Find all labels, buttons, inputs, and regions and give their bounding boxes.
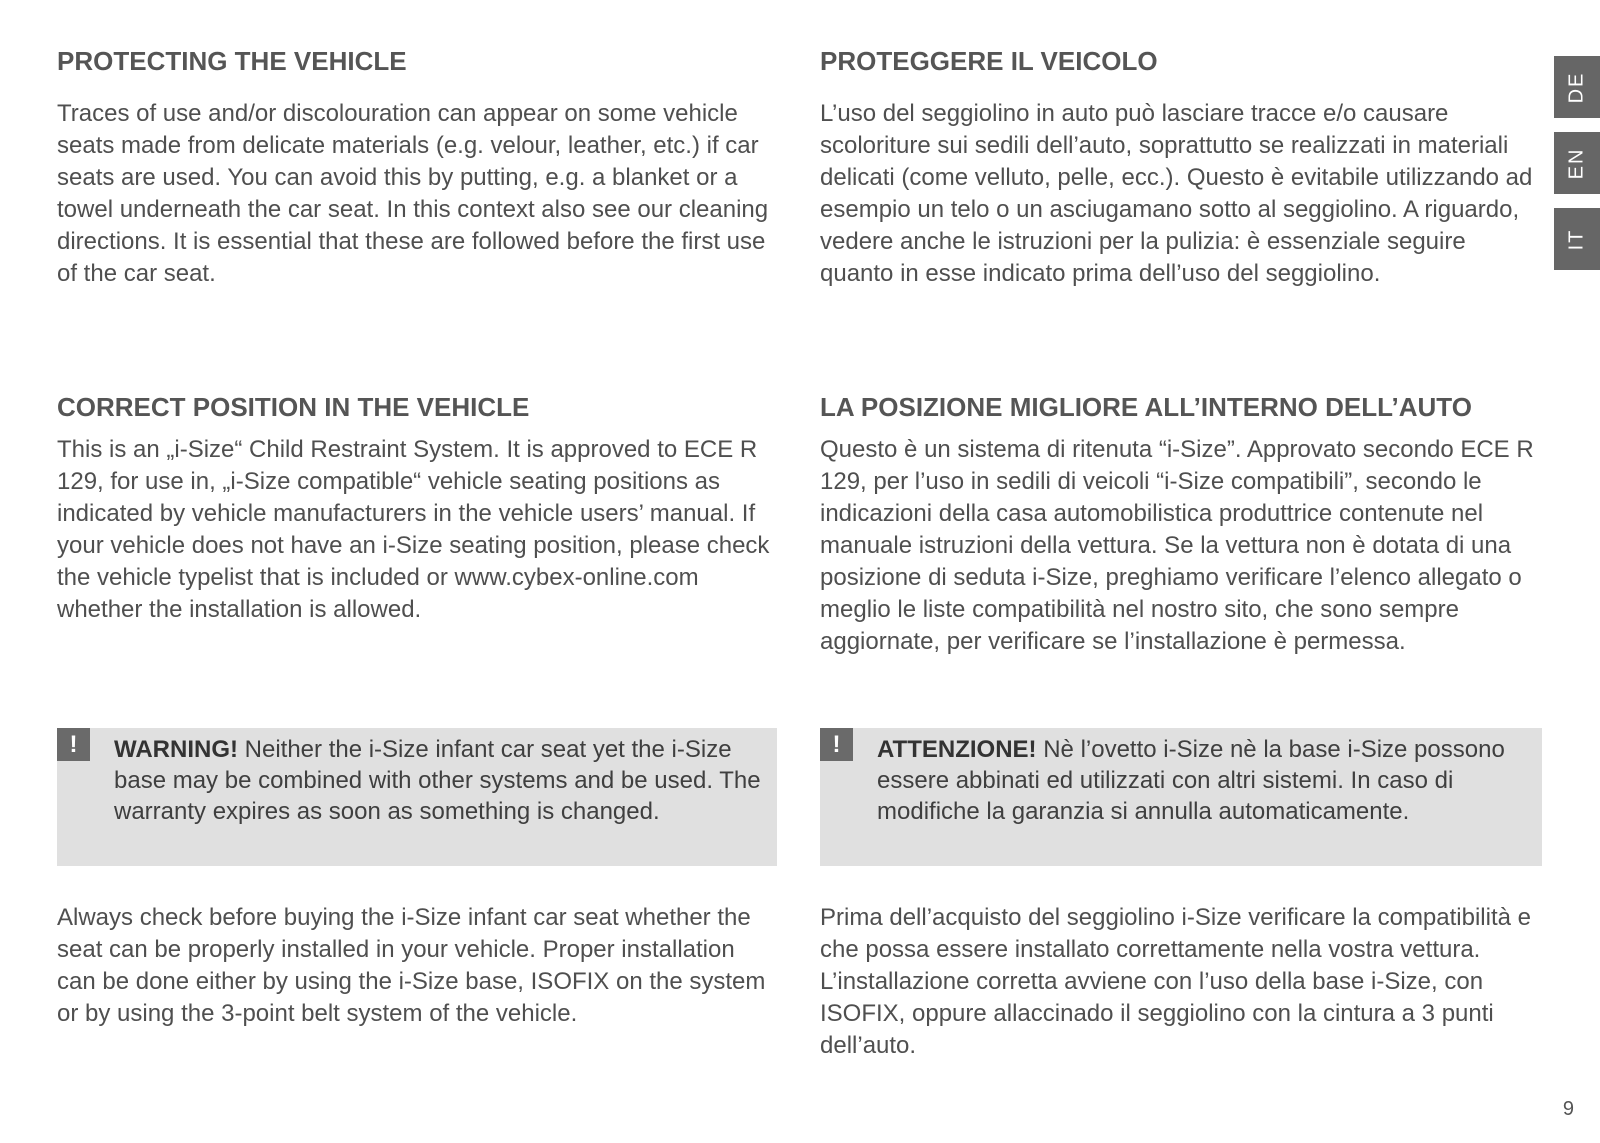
language-tab-en-label: EN <box>1565 147 1588 179</box>
warning-label: WARNING! <box>114 736 238 763</box>
section-heading-protecting-vehicle: PROTECTING THE VEHICLE <box>57 46 407 76</box>
attenzione-box <box>820 728 1542 866</box>
section-body-installation-check: Always check before buying the i-Size infant car seat whether the seat can be properly installed in your vehicle. Proper installation can be done either by using the i-Size base, ISOFIX on the system or by using the 3-point belt system of the vehicle. <box>57 904 766 1027</box>
language-tab-it[interactable] <box>1554 208 1600 270</box>
attenzione-exclamation-icon: ! <box>820 728 853 761</box>
warning-box <box>57 728 777 866</box>
section-body-verifica-installazione: Prima dell’acquisto del seggiolino i-Size verificare la compatibilità e che possa essere installato correttamente nella vostra vettura. L’installazione corretta avviene con l’uso della base i-Size, con ISOFIX, oppure allaccinado il seggiolino con la cintura a 3 punti dell’auto. <box>820 904 1531 1059</box>
warning-exclamation-icon: ! <box>57 728 90 761</box>
section-body-protecting-vehicle: Traces of use and/or discolouration can appear on some vehicle seats made from delicate materials (e.g. velour, leather, etc.) if car seats are used. You can avoid this by putting, e.g. a blanket or a towel underneath the car seat. In this context also see our cleaning directions. It is essential that these are followed before the first use of the car seat. <box>57 100 769 287</box>
language-tabs <box>1554 56 1600 284</box>
language-tab-de-label: DE <box>1565 71 1588 103</box>
attenzione-text <box>877 734 1528 827</box>
attenzione-label: ATTENZIONE! <box>877 736 1037 763</box>
section-heading-posizione-migliore: LA POSIZIONE MIGLIORE ALL’INTERNO DELL’AUTO <box>820 392 1472 422</box>
language-tab-de[interactable] <box>1554 56 1600 118</box>
section-heading-correct-position: CORRECT POSITION IN THE VEHICLE <box>57 392 530 422</box>
attenzione-body: Nè l’ovetto i-Size nè la base i-Size possono essere abbinati ed utilizzati con altri sistemi. In caso di modifiche la garanzia si annulla automaticamente. <box>877 736 1505 825</box>
language-tab-en[interactable] <box>1554 132 1600 194</box>
section-body-posizione-migliore: Questo è un sistema di ritenuta “i-Size”. Approvato secondo ECE R 129, per l’uso in sedili di veicoli “i-Size compatibili”, secondo le indicazioni della casa automobilistica produttrice contenute nel manuale istruzioni della vettura. Se la vettura non è dotata di una posizione di seduta i-Size, preghiamo verificare l’elenco allegato o meglio le liste compatibilità nel nostro sito, che sono sempre aggiornate, per verificare se l’installazione è permessa. <box>820 436 1534 655</box>
warning-body: Neither the i-Size infant car seat yet the i-Size base may be combined with other systems and be used. The warranty expires as soon as something is changed. <box>114 736 761 825</box>
warning-text <box>114 734 763 827</box>
section-body-correct-position: This is an „i-Size“ Child Restraint System. It is approved to ECE R 129, for use in, „i-Size compatible“ vehicle seating positions as indicated by vehicle manufacturers in the vehicle users’ manual. If your vehicle does not have an i-Size seating position, please check the vehicle typelist that is included or www.cybex-online.com whether the installation is allowed. <box>57 436 770 623</box>
language-tab-it-label: IT <box>1565 228 1588 250</box>
page-number: 9 <box>1562 1098 1574 1120</box>
section-heading-proteggere-veicolo: PROTEGGERE IL VEICOLO <box>820 46 1158 76</box>
section-body-proteggere-veicolo: L’uso del seggiolino in auto può lasciare tracce e/o causare scoloriture sui sedili dell’auto, soprattutto se realizzati in materiali delicati (come velluto, pelle, ecc.). Questo è evitabile utilizzando ad esempio un telo o un asciugamano sotto al seggiolino. A riguardo, vedere anche le istruzioni per la pulizia: è essenziale seguire quanto in esse indicato prima dell’uso del seggiolino. <box>820 100 1533 287</box>
